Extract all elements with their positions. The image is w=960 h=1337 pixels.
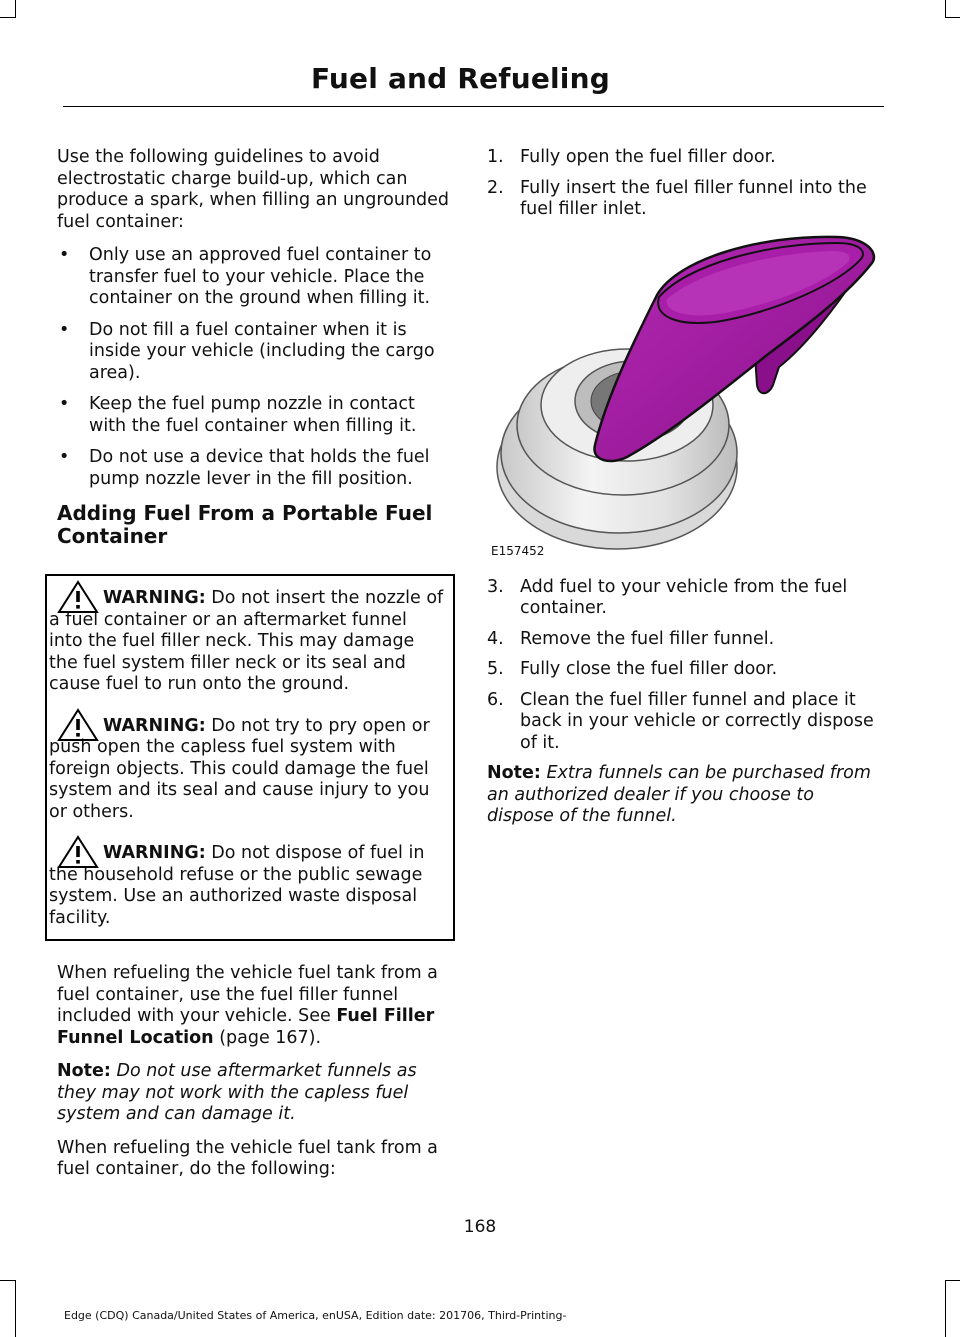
figure-code: E157452: [491, 544, 545, 558]
step-text: Fully open the fuel filler door.: [520, 147, 776, 167]
list-item-text: Do not use a device that holds the fuel pump nozzle lever in the fill position.: [89, 447, 430, 489]
list-item-text: Keep the fuel pump nozzle in contact with the fuel container when filling it.: [89, 394, 417, 436]
crop-mark: [15, 0, 16, 18]
paragraph-text: When refueling the vehicle fuel tank from a fuel container, use the fuel filler funnel included with your vehicle. See: [57, 963, 438, 1026]
list-item: [57, 394, 449, 437]
list-item-text: Do not fill a fuel container when it is inside your vehicle (including the cargo area).: [89, 319, 435, 383]
warning-triangle-icon: [57, 708, 99, 742]
funnel-illustration: [487, 235, 882, 565]
note-label: Note:: [487, 763, 541, 783]
crop-mark: [15, 1280, 16, 1337]
crop-mark: [0, 17, 16, 18]
step-item: [487, 690, 882, 755]
step-number: 5.: [487, 659, 504, 679]
header-rule: [63, 106, 884, 107]
page-reference: (page 167).: [213, 1027, 322, 1048]
page-number: 168: [463, 1217, 497, 1237]
note: [57, 1061, 449, 1126]
step-item: [487, 577, 882, 620]
warning-item: [49, 843, 445, 929]
bullet-icon: •: [59, 319, 70, 340]
funnel-paragraph: [57, 963, 449, 1049]
intro-paragraph: Use the following guidelines to avoid electrostatic charge build-up, which can produce a spark, when filling an ungrounded fuel container:: [57, 147, 450, 232]
step-text: Fully close the fuel filler door.: [520, 659, 778, 679]
funnel-in-inlet-image: [487, 235, 882, 565]
warning-text: Do not insert the nozzle of a fuel container or an aftermarket funnel into the fuel filler neck. This may damage the fuel system filler neck or its seal and cause fuel to run onto the ground.: [49, 588, 444, 694]
list-item: [57, 245, 449, 310]
step-item: [487, 659, 882, 681]
warning-item: [49, 716, 445, 824]
bullet-icon: •: [59, 447, 70, 467]
cross-reference-link[interactable]: Fuel Filler Funnel Location: [57, 1006, 435, 1048]
note-label: Note:: [57, 1061, 111, 1081]
step-number: 3.: [487, 576, 504, 597]
step-number: 1.: [487, 147, 504, 167]
warning-triangle-icon: [57, 580, 99, 614]
warning-box: [45, 574, 455, 941]
step-text: Add fuel to your vehicle from the fuel container.: [520, 576, 848, 618]
step-number: 2.: [487, 177, 504, 198]
warning-item: [49, 588, 445, 696]
crop-mark: [945, 0, 946, 18]
warning-text: Do not try to pry open or push open the capless fuel system with foreign objects. This could damage the fuel system and its seal and cause injury to you or others.: [49, 715, 430, 822]
section-heading: Adding Fuel From a Portable Fuel Container: [57, 501, 433, 548]
crop-mark: [945, 17, 960, 18]
bullet-icon: •: [59, 245, 70, 265]
step-item: [487, 147, 882, 169]
steps-list: [487, 147, 882, 221]
step-number: 4.: [487, 628, 504, 649]
step-text: Clean the fuel filler funnel and place it back in your vehicle or correctly dispose of it.: [520, 689, 874, 753]
note-text: Do not use aftermarket funnels as they may not work with the capless fuel system and can damage it.: [57, 1061, 417, 1124]
step-item: [487, 178, 882, 221]
warning-label: WARNING:: [103, 843, 206, 863]
steps-list: [487, 577, 882, 755]
step-item: [487, 629, 882, 651]
bullet-icon: •: [59, 394, 70, 414]
step-number: 6.: [487, 689, 504, 710]
right-column: [487, 147, 882, 840]
list-item: [57, 320, 449, 385]
list-item: [57, 447, 449, 490]
crop-mark: [945, 1280, 946, 1337]
list-item-text: Only use an approved fuel container to transfer fuel to your vehicle. Place the container on the ground when filling it.: [89, 245, 432, 308]
left-column: [49, 147, 450, 1193]
warning-label: WARNING:: [103, 588, 206, 608]
footer-edition: Edge (CDQ) Canada/United States of America, enUSA, Edition date: 201706, Third-Printing-: [64, 1309, 567, 1322]
note: [487, 763, 882, 828]
step-text: Fully insert the fuel filler funnel into the fuel filler inlet.: [520, 177, 867, 219]
warning-label: WARNING:: [103, 715, 206, 736]
warning-text: Do not dispose of fuel in the household refuse or the public sewage system. Use an authorized waste disposal facility.: [49, 843, 425, 928]
procedure-intro: When refueling the vehicle fuel tank from a fuel container, do the following:: [57, 1137, 438, 1179]
crop-mark: [0, 1280, 16, 1281]
step-text: Remove the fuel filler funnel.: [520, 628, 775, 649]
crop-mark: [945, 1280, 960, 1281]
note-text: Extra funnels can be purchased from an authorized dealer if you choose to dispose of the funnel.: [487, 763, 871, 826]
guideline-list: [57, 245, 449, 490]
page-title: Fuel and Refueling: [310, 62, 610, 95]
warning-triangle-icon: [57, 835, 99, 869]
